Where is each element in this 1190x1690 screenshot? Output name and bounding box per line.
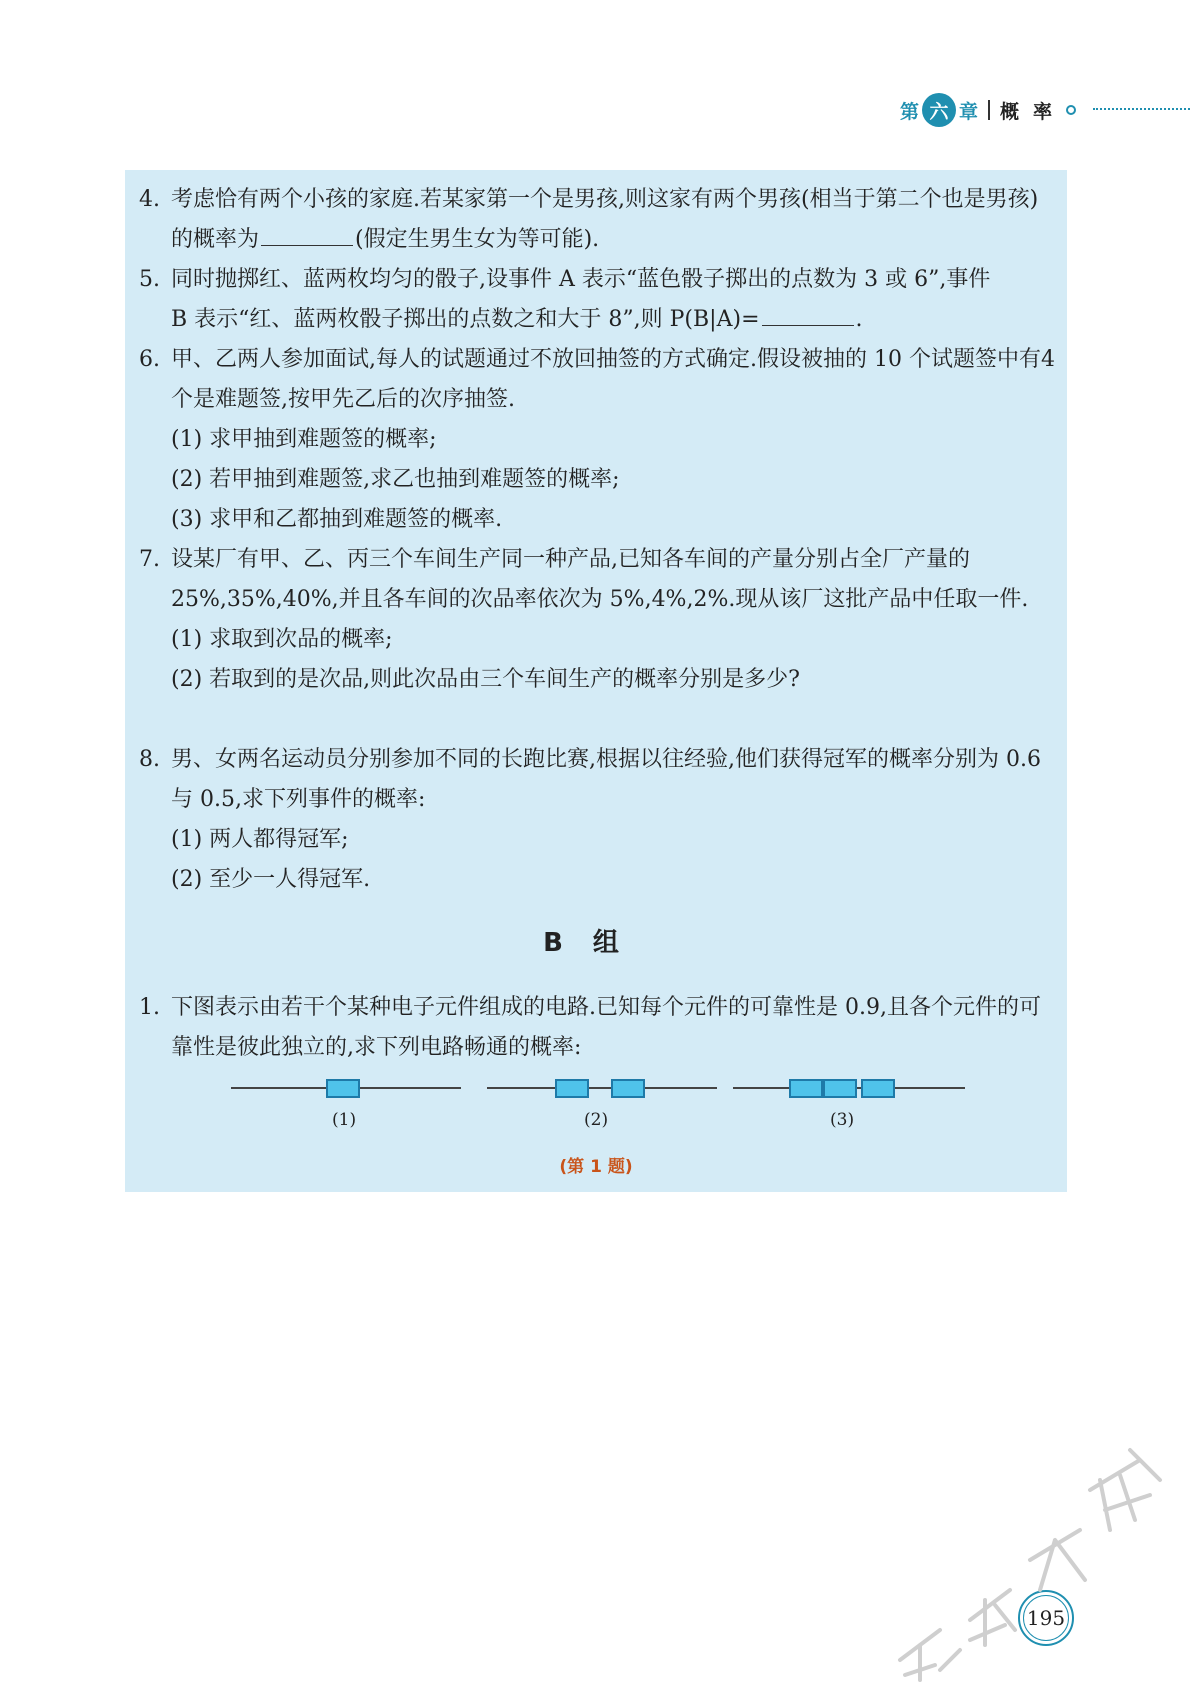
sub-question-1: (1) 求甲抽到难题签的概率; [171, 427, 437, 452]
chapter-prefix: 第 [900, 100, 920, 123]
answer-blank [762, 301, 854, 326]
header-divider [988, 100, 990, 120]
problem-6 [139, 340, 1057, 540]
problem-text: 考虑恰有两个小孩的家庭.若某家第一个是男孩,则这家有两个男孩(相当于第二个也是男孩)的概率为 [171, 187, 1039, 252]
chapter-suffix: 章 [959, 100, 979, 123]
problem-text-line2: B 表示“红、蓝两枚骰子掷出的点数之和大于 8”,则 P(B|A)= [171, 307, 760, 332]
chapter-header [900, 92, 1076, 128]
header-dot-icon [1066, 105, 1076, 115]
problem-text-tail: (假定生男生女为等可能). [355, 227, 600, 252]
circuit-label-1: (1) [332, 1110, 357, 1130]
problem-b1 [139, 988, 1057, 1068]
circuit-2 [487, 1076, 717, 1100]
circuit-1 [231, 1076, 461, 1100]
problem-5: 5. 同时抛掷红、蓝两枚均匀的骰子,设事件 A 表示“蓝色骰子掷出的点数为 3 或 6”,事件 B 表示“红、蓝两枚骰子掷出的点数之和大于 8”,则 P(B|A)= . [139, 260, 1057, 340]
problem-4 [139, 180, 1057, 260]
chapter-title: 概率 [1000, 100, 1067, 123]
circuit-component [789, 1079, 823, 1098]
watermark-logo [880, 1430, 1180, 1690]
answer-blank [261, 221, 353, 246]
circuit-component [823, 1079, 857, 1098]
sub-question-1: (1) 两人都得冠军; [171, 827, 349, 852]
problem-number: 8. [139, 747, 160, 772]
problem-number: 5. [139, 267, 160, 292]
problem-number: 7. [139, 547, 160, 572]
circuit-label-3: (3) [830, 1110, 855, 1130]
problem-text: 甲、乙两人参加面试,每人的试题通过不放回抽签的方式确定.假设被抽的 10 个试题签中有4 个是难题签,按甲先乙后的次序抽签. [171, 347, 1055, 412]
problem-number: 4. [139, 187, 160, 212]
circuit-component [326, 1079, 360, 1098]
problem-number: 6. [139, 347, 160, 372]
problem-number: 1. [139, 995, 160, 1020]
circuit-component [555, 1079, 589, 1098]
group-b-title: B组 [543, 928, 649, 958]
problem-text: 设某厂有甲、乙、丙三个车间生产同一种产品,已知各车间的产量分别占全厂产量的25%,35%,40%,并且各车间的次品率依次为 5%,4%,2%.现从该厂这批产品中任取一件. [171, 547, 1029, 612]
circuit-component [861, 1079, 895, 1098]
sub-question-2: (2) 若甲抽到难题签,求乙也抽到难题签的概率; [171, 467, 620, 492]
sub-question-2: (2) 至少一人得冠军. [171, 867, 371, 892]
problem-text: 男、女两名运动员分别参加不同的长跑比赛,根据以往经验,他们获得冠军的概率分别为 0.6 与 0.5,求下列事件的概率: [171, 747, 1041, 812]
chapter-number-badge: 六 [922, 93, 956, 127]
circuit-3 [733, 1076, 965, 1100]
problem-text: 同时抛掷红、蓝两枚均匀的骰子,设事件 A 表示“蓝色骰子掷出的点数为 3 或 6”,事件 [171, 267, 991, 292]
circuit-component [611, 1079, 645, 1098]
header-dotted-line [1093, 108, 1190, 110]
exercise-panel [125, 170, 1067, 1192]
sub-question-3: (3) 求甲和乙都抽到难题签的概率. [171, 507, 503, 532]
figure-caption: (第 1 题) [559, 1157, 633, 1177]
circuit-wire [487, 1087, 717, 1089]
circuit-label-2: (2) [584, 1110, 609, 1130]
problem-7 [139, 540, 1057, 700]
page-number: 195 [1018, 1590, 1074, 1646]
problem-8 [139, 740, 1057, 900]
sub-question-2: (2) 若取到的是次品,则此次品由三个车间生产的概率分别是多少? [171, 667, 800, 692]
sub-question-1: (1) 求取到次品的概率; [171, 627, 393, 652]
problem-text: 下图表示由若干个某种电子元件组成的电路.已知每个元件的可靠性是 0.9,且各个元件的可靠性是彼此独立的,求下列电路畅通的概率: [171, 995, 1041, 1060]
